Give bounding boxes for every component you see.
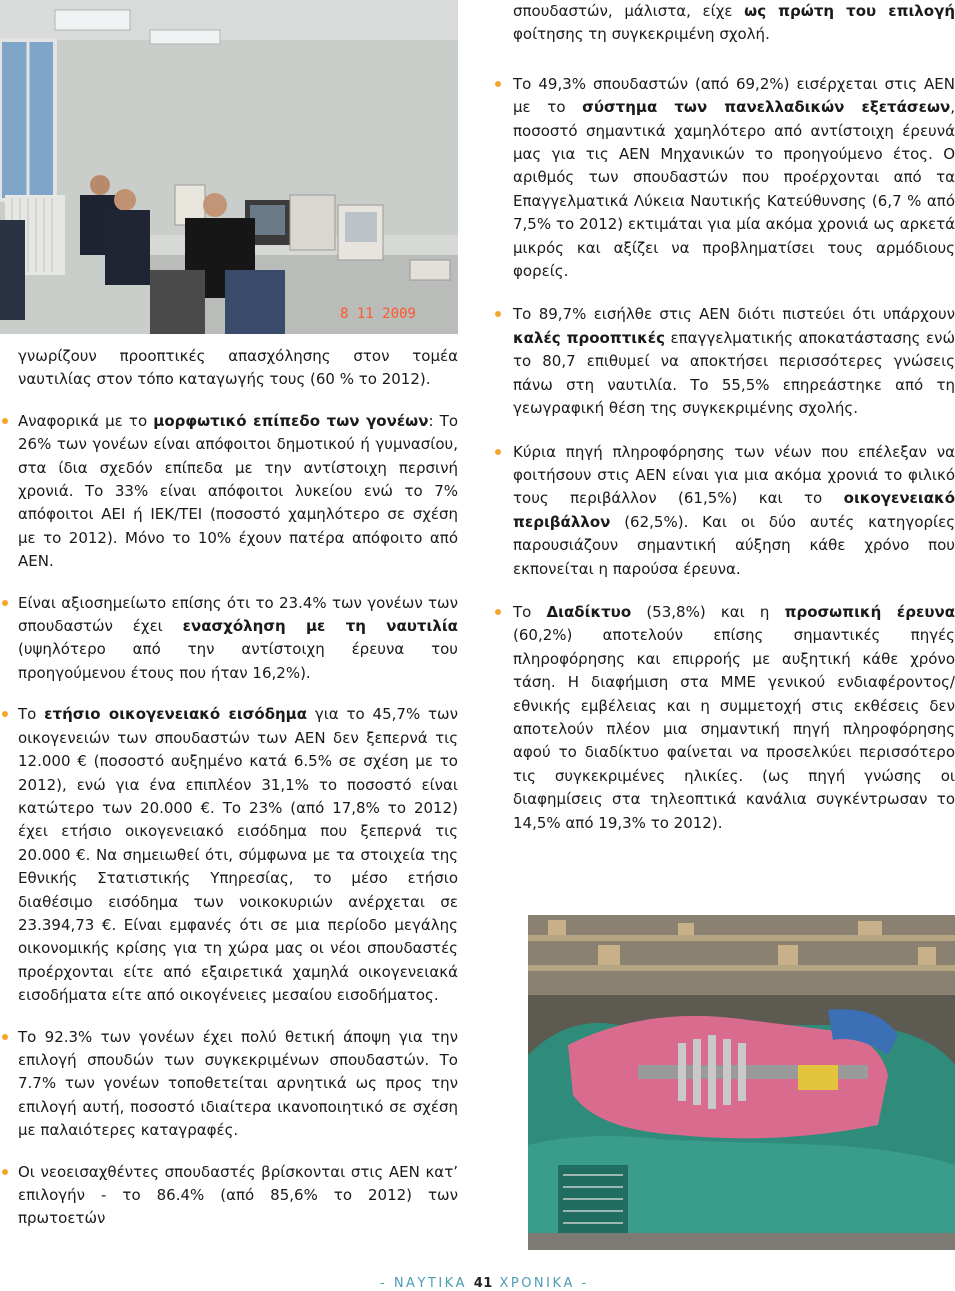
right-bullet-list bbox=[497, 73, 955, 835]
intro-continuation: γνωρίζουν προοπτικές απασχόλησης στον τομέα ναυτιλίας στον τόπο καταγωγής τους (60 % το 2012). bbox=[18, 347, 458, 389]
right-column bbox=[497, 0, 955, 835]
list-item: Αναφορικά με το μορφωτικό επίπεδο των γονέων: Το 26% των γονέων είναι απόφοιτοι δημοτικού ή γυμνασίου, στα ίδια σχεδόν επίπεδα με την αντίστοιχη περσινή χρονιά. Το 33% είναι απόφοιτοι λυκείου ενώ το 7% απόφοιτοι ΑΕΙ ή ΙΕΚ/ΤΕΙ (ποσοστό χαμηλότερο σε σχέση με το 2012). Μόνο το 10% έχουν πατέρα απόφοιτο από ΑΕΝ. bbox=[18, 410, 458, 574]
list-item: Το 89,7% εισήλθε στις ΑΕΝ διότι πιστεύει ότι υπάρχουν καλές προοπτικές επαγγελματικής αποκατάστασης ενώ το 80,7 επιθυμεί να αποκτήσει περισσότερες γνώσεις πάνω στη ναυτιλία. Το 55,5% επηρεάστηκε από τη γεωγραφική θέση της συγκεκριμένης σχολής. bbox=[497, 303, 955, 420]
photo-computer-lab bbox=[0, 0, 458, 334]
right-continuation: σπουδαστών, μάλιστα, είχε ως πρώτη του επιλογή φοίτησης τη συγκεκριμένη σχολή. bbox=[513, 2, 955, 44]
footer-magazine-left: - ΝΑΥΤΙΚΑ bbox=[380, 1276, 468, 1291]
page-footer bbox=[380, 1276, 589, 1291]
list-item: Κύρια πηγή πληροφόρησης των νέων που επέλεξαν να φοιτήσουν στις ΑΕΝ είναι για μια ακόμα χρονιά το φιλικό τους περιβάλλον (61,5%) και το οικογενειακό περιβάλλον (62,5%). Και οι δύο αυτές κατηγορίες παρουσιάζουν σημαντική αύξηση κάθε χρόνο που εκπονείται η παρούσα έρευνα. bbox=[497, 441, 955, 581]
list-item: Το 49,3% σπουδαστών (από 69,2%) εισέρχεται στις ΑΕΝ με το σύστημα των πανελλαδικών εξετάσεων, ποσοστό σημαντικά χαμηλότερο από αντίστοιχη έρευνά μας για τις ΑΕΝ Μηχανικών το προηγούμενο έτος. Ο αριθμός των σπουδαστών που προέρχονται από τα Επαγγελματικά Λύκεια Ναυτικής Κατεύθυνσης (6,7 % από 7,5% το 2012) εκτιμάται για μία ακόμα χρονιά ως αρκετά μικρός και αξίζει να προβληματίσει τους αρμόδιους φορείς. bbox=[497, 73, 955, 284]
footer-magazine-right: ΧΡΟΝΙΚΑ - bbox=[499, 1276, 589, 1291]
list-item: Το ετήσιο οικογενειακό εισόδημα για το 45,7% των οικογενειών των σπουδαστών των ΑΕΝ δεν ξεπερνά τις 12.000 € (ποσοστό αυξημένο κατά 6.5% σε σχέση με το 2012), ενώ για ένα επιπλέον 31,1% το ποσοστό είναι κατώτερο των 20.000 €. Το 23% (από 17,8% το 2012) έχει ετήσιο οικογενειακό εισόδημα που ξεπερνά τις 20.000 €. Να σημειωθεί ότι, σύμφωνα με τα στοιχεία της Εθνικής Στατιστικής Υπηρεσίας, το μέσο ετήσιο διαθέσιμο εισόδημα των νοικοκυριών ανέρχεται σε 23.394,73 €. Είναι εμφανές ότι σε μια περίοδο μεγάλης οικονομικής κρίσης για τη χώρα μας οι νέοι σπουδαστές προέρχονται είτε από εξαιρετικά χαμηλά οικογενειακά εισοδήματα είτε από οικογένειες μεσαίου εισοδήματος. bbox=[18, 703, 458, 1007]
turbocharger-illustration bbox=[528, 915, 955, 1250]
left-column bbox=[18, 345, 458, 1231]
page-number: 41 bbox=[473, 1276, 493, 1291]
list-item: Είναι αξιοσημείωτο επίσης ότι το 23.4% των γονέων των σπουδαστών έχει ενασχόληση με τη ναυτιλία (υψηλότερο από την αντίστοιχη έρευνα του προηγούμενου έτους που ήταν 16,2%). bbox=[18, 592, 458, 686]
photo-date-stamp: 8 11 2009 bbox=[340, 306, 416, 322]
list-item: Το Διαδίκτυο (53,8%) και η προσωπική έρευνα (60,2%) αποτελούν επίσης σημαντικές πηγές πληροφόρησης και επιρροής με αυξητική κάθε χρόνο τάση. Η διαφήμιση στα ΜΜΕ γενικού ενδιαφέροντος/εθνικής εμβέλειας και η συμμετοχή στις εκθέσεις δεν αποτελούν πλέον μια σημαντική πηγή πληροφόρησης αφού το διαδίκτυο φαίνεται να προσελκύει περισσότερο τις συγκεκριμένες ηλικίες. (ως πηγή γνώσης οι διαφημίσεις στα τηλεοπτικά κανάλια συγκέντρωσαν το 14,5% από 19,3% το 2012). bbox=[497, 601, 955, 835]
computer-lab-illustration bbox=[0, 0, 458, 334]
list-item: Οι νεοεισαχθέντες σπουδαστές βρίσκονται στις ΑΕΝ κατ’ επιλογήν - το 86.4% (από 85,6% το 2012) των πρωτοετών bbox=[18, 1161, 458, 1231]
photo-turbocharger-cutaway bbox=[528, 915, 955, 1250]
left-bullet-list bbox=[18, 410, 458, 1231]
list-item: Το 92.3% των γονέων έχει πολύ θετική άποψη για την επιλογή σπουδών των συγκεκριμένων σπουδαστών. Το 7.7% των γονέων τοποθετείται αρνητικά ως προς την επιλογή αυτή, ποσοστό ιδιαίτερα ικανοποιητικό σε σχέση με παλαιότερες καταγραφές. bbox=[18, 1026, 458, 1143]
